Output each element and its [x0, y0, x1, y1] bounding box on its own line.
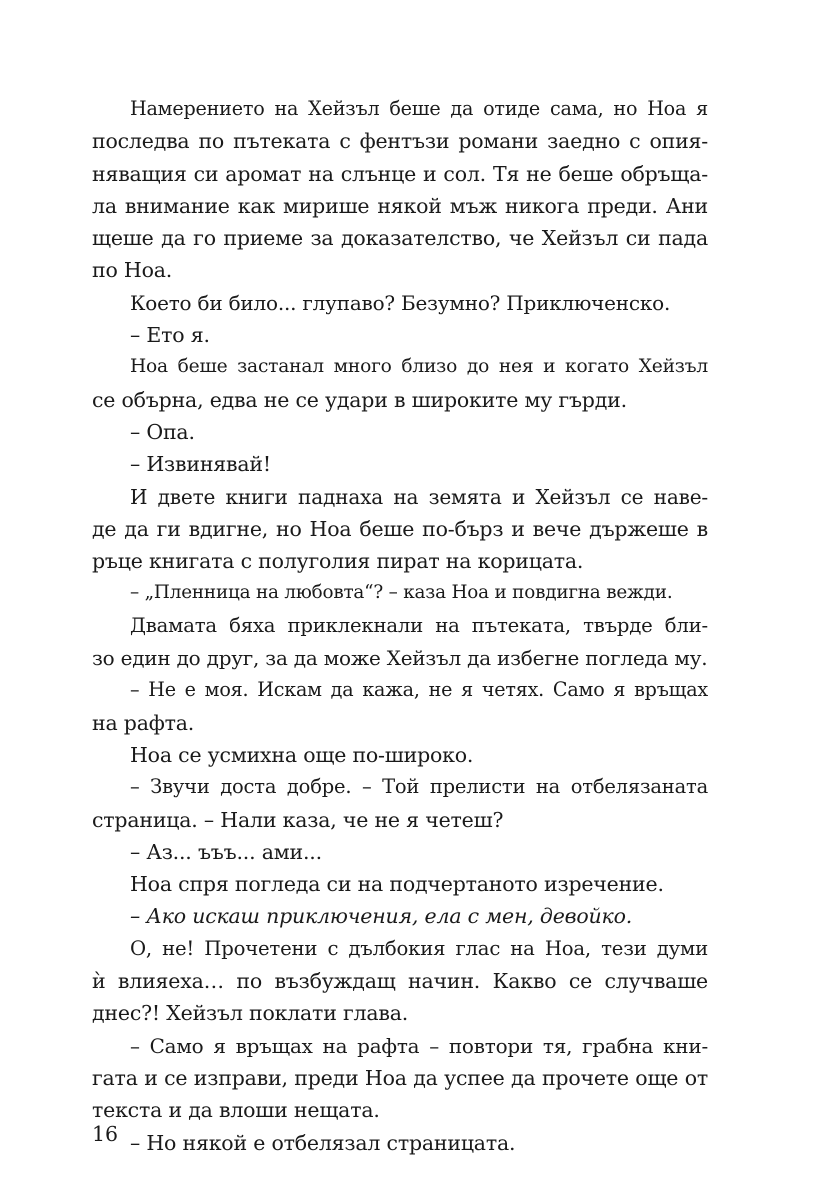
paragraph: [92, 416, 708, 448]
text-line: – Звучи доста добре. – Той прелисти на отбелязаната: [130, 775, 708, 799]
text-line: О, не! Прочетени с дълбокия глас на Ноа, тези думи: [130, 936, 708, 960]
text-line: на рафта.: [92, 710, 195, 735]
paragraph: [92, 93, 708, 287]
text-line: се обърна, едва не се удари в широките му гърди.: [92, 387, 627, 412]
text-line: – Извинявай!: [130, 452, 271, 477]
text-line: страница. – Нали каза, че не я четеш?: [92, 807, 504, 832]
text-line: де да ги вдигне, но Ноа беше по-бърз и вече държеше в: [92, 516, 708, 541]
text-line: Намерението на Хейзъл беше да отиде сама, но Ноа я: [130, 97, 708, 120]
paragraph: [92, 933, 708, 1030]
text-line: текста и да влоши нещата.: [92, 1098, 380, 1123]
text-line: Ноа беше застанал много близо до нея и когато Хейзъл: [130, 356, 708, 378]
text-line: Ноа спря погледа си на подчертаното изречение.: [130, 872, 664, 897]
page-number: 16: [92, 1122, 119, 1146]
text-line: последва по пътеката с фентъзи романи заедно с опия-: [92, 129, 708, 154]
text-line: гата и се изправи, преди Ноа да успее да прочете още от: [92, 1065, 708, 1090]
paragraph: [92, 900, 708, 932]
paragraph: [92, 287, 708, 319]
text-line: зо един до друг, за да може Хейзъл да избегне погледа му.: [92, 646, 708, 671]
text-line: Което би било... глупаво? Безумно? Приключенско.: [130, 290, 671, 315]
text-line: няващия си аромат на слънце и сол. Тя не беше обръща-: [92, 161, 708, 186]
text-line: ѝ влияеха… по възбуждащ начин. Какво се случваше: [92, 969, 708, 994]
text-line: – Ако искаш приключения, ела с мен, девойко.: [130, 904, 633, 929]
text-line: И двете книги паднаха на земята и Хейзъл се наве-: [130, 484, 708, 509]
paragraph: [92, 836, 708, 868]
text-line: – Опа.: [130, 419, 195, 444]
text-line: – Само я връщах на рафта – повтори тя, грабна кни-: [130, 1033, 708, 1058]
text-line: Ноа се усмихна още по-широко.: [130, 742, 474, 767]
text-line: Двамата бяха приклекнали на пътеката, твърде бли-: [130, 613, 708, 637]
paragraph: [92, 868, 708, 900]
text-line: – „Пленница на любовта“? – каза Ноа и повдигна вежди.: [130, 582, 673, 604]
paragraph: [92, 319, 708, 351]
paragraph: [92, 1127, 708, 1159]
paragraph: [92, 481, 708, 578]
text-line: ръце книгата с полуголия пират на корицата.: [92, 549, 584, 574]
paragraph: [92, 351, 708, 416]
paragraph: [92, 771, 708, 836]
text-line: по Ноа.: [92, 258, 173, 283]
text-line: щеше да го приеме за доказателство, че Хейзъл си пада: [92, 226, 708, 251]
paragraph: [92, 610, 708, 675]
page-body: [92, 93, 708, 1159]
paragraph: [92, 448, 708, 480]
text-line: днес?! Хейзъл поклати глава.: [92, 1001, 409, 1026]
paragraph: [92, 577, 708, 609]
text-line: ла внимание как мирише някой мъж никога преди. Ани: [92, 193, 708, 218]
paragraph: [92, 1030, 708, 1127]
paragraph: [92, 674, 708, 739]
paragraph: [92, 739, 708, 771]
text-line: – Но някой е отбелязал страницата.: [130, 1130, 516, 1155]
text-line: – Ето я.: [130, 323, 210, 348]
text-line: – Аз... ъъъ... ами...: [130, 839, 322, 864]
text-line: – Не е моя. Искам да кажа, не я четях. Само я връщах: [130, 678, 708, 702]
